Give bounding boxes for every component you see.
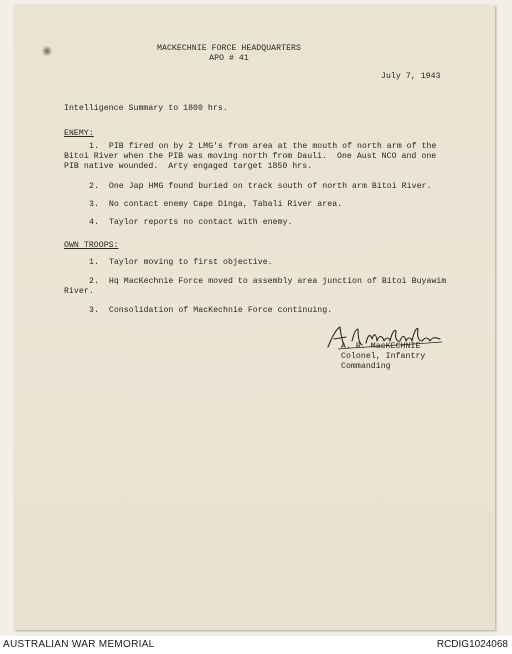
enemy-item-1-line-3: PIB native wounded. Arty engaged target 1850 hrs. <box>64 162 313 171</box>
own-item-2-line-1: 2. Hq MacKechnie Force moved to assembly area junction of Bitoi Buyawim <box>89 277 447 286</box>
document-page <box>14 5 495 630</box>
enemy-item-3: 3. No contact enemy Cape Dinga, Tabali River area. <box>89 200 343 209</box>
enemy-item-2: 2. One Jap HMG found buried on track south of north arm Bitoi River. <box>89 182 432 191</box>
archive-reference: RCDIG1024068 <box>436 639 508 650</box>
archive-footer <box>0 636 512 654</box>
enemy-heading: ENEMY: <box>64 129 94 138</box>
enemy-item-1-line-2: Bitoi River when the PIB was moving north from Dauli. One Aust NCO and one <box>64 152 437 161</box>
summary-intro: Intelligence Summary to 1800 hrs. <box>64 104 228 113</box>
own-troops-heading: OWN TROOPS: <box>64 241 119 250</box>
enemy-item-4: 4. Taylor reports no contact with enemy. <box>89 218 293 227</box>
own-item-3: 3. Consolidation of MacKechnie Force continuing. <box>89 306 333 315</box>
enemy-item-1-line-1: 1. PIB fired on by 2 LMG's from area at the mouth of north arm of the <box>89 142 437 151</box>
own-item-1: 1. Taylor moving to first objective. <box>89 258 273 267</box>
header-apo: APO # 41 <box>209 54 249 63</box>
document-date: July 7, 1943 <box>381 72 441 81</box>
signatory-rank: Colonel, Infantry <box>341 352 426 361</box>
archive-name: AUSTRALIAN WAR MEMORIAL <box>3 639 155 650</box>
own-item-2-line-2: River. <box>64 287 94 296</box>
signatory-name: A. R. MacKECHNIE <box>341 342 421 351</box>
signatory-role: Commanding <box>341 362 391 371</box>
header-title: MACKECHNIE FORCE HEADQUARTERS <box>157 44 301 53</box>
